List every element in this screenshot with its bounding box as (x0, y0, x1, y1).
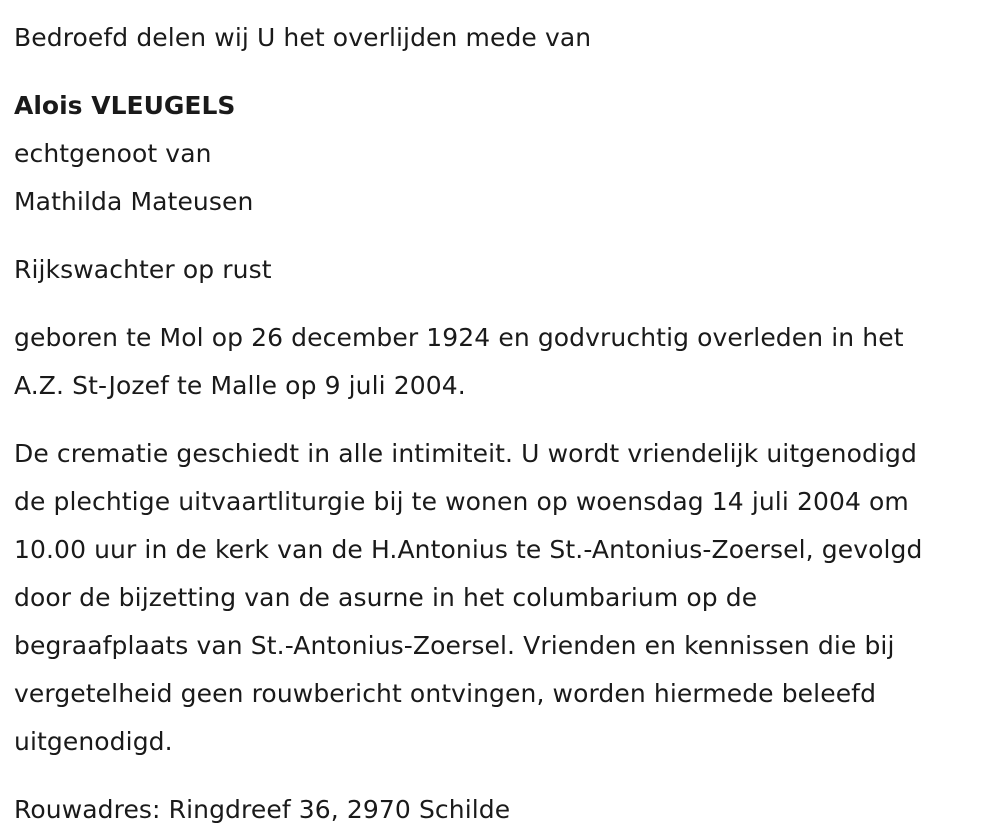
spacer (14, 294, 982, 314)
spacer (14, 766, 982, 786)
ceremony-line-5: begraafplaats van St.-Antonius-Zoersel. Vrienden en kennissen die bij (14, 631, 895, 660)
intro-text: Bedroefd delen wij U het overlijden mede van (14, 23, 592, 52)
ceremony-line-3: 10.00 uur in de kerk van de H.Antonius te St.-Antonius-Zoersel, gevolgd (14, 535, 923, 564)
spacer (14, 410, 982, 430)
ceremony-line-1: De crematie geschiedt in alle intimiteit. U wordt vriendelijk uitgenodigd (14, 439, 917, 468)
spacer (14, 62, 982, 82)
ceremony-line-2: de plechtige uitvaartliturgie bij te wonen op woensdag 14 juli 2004 om (14, 487, 909, 516)
relation-label: echtgenoot van (14, 139, 212, 168)
deceased-name: Alois VLEUGELS (14, 91, 236, 120)
spacer (14, 226, 982, 246)
ceremony-line-4: door de bijzetting van de asurne in het columbarium op de (14, 583, 758, 612)
occupation: Rijkswachter op rust (14, 255, 272, 284)
birth-death-line-1: geboren te Mol op 26 december 1924 en godvruchtig overleden in het (14, 323, 904, 352)
birth-death-line-2: A.Z. St-Jozef te Malle op 9 juli 2004. (14, 371, 466, 400)
ceremony-line-7: uitgenodigd. (14, 727, 173, 756)
ceremony-line-6: vergetelheid geen rouwbericht ontvingen, worden hiermede beleefd (14, 679, 877, 708)
mourning-address: Rouwadres: Ringdreef 36, 2970 Schilde (14, 795, 511, 824)
spouse-name: Mathilda Mateusen (14, 187, 254, 216)
